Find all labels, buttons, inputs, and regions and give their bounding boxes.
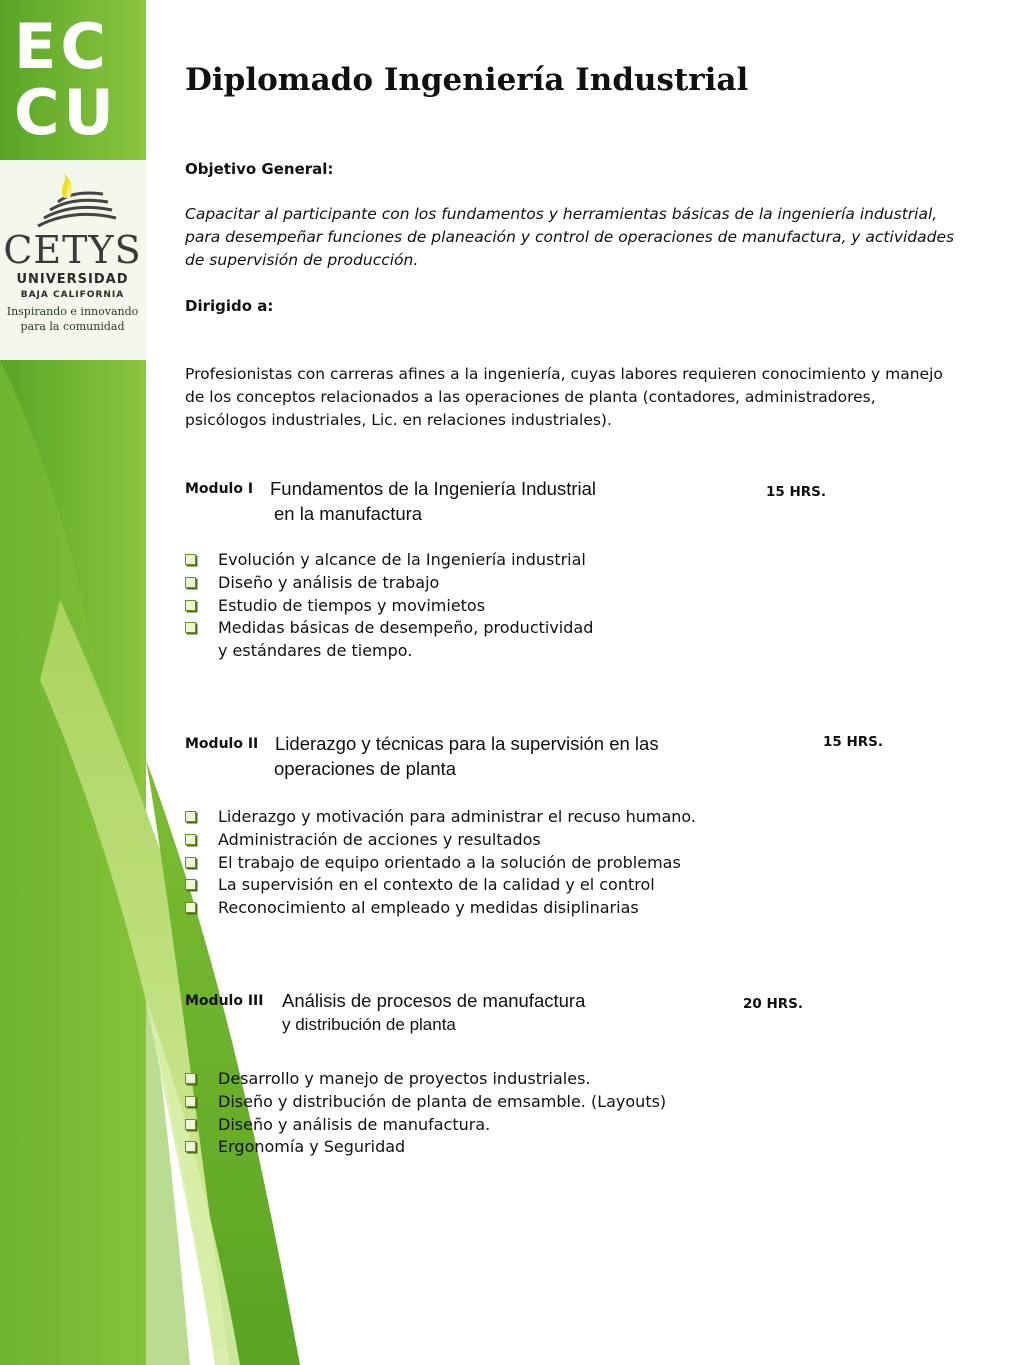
dirigido-text <box>185 363 943 432</box>
topic-text: Evolución y alcance de la Ingeniería industrial <box>218 550 586 569</box>
topic-text: Estudio de tiempos y movimietos <box>218 595 486 615</box>
list-item <box>185 1136 666 1159</box>
checkbox-bullet-icon <box>185 834 196 845</box>
module-3-topics <box>185 1068 666 1159</box>
list-item <box>185 640 593 663</box>
cetys-name: CETYS <box>3 228 142 272</box>
checkbox-bullet-icon <box>185 1096 196 1107</box>
cetys-region: BAJA CALIFORNIA <box>20 290 125 300</box>
topic-text: Diseño y distribución de planta de emsamble. (Layouts) <box>218 1091 667 1111</box>
list-item <box>185 595 593 618</box>
cetys-slogan-line: para la comunidad <box>20 320 125 333</box>
checkbox-bullet-icon <box>185 1141 196 1152</box>
list-item <box>185 874 696 897</box>
module-3-label: Modulo III <box>185 993 264 1009</box>
list-item <box>185 1068 666 1091</box>
topic-text: Liderazgo y motivación para administrar el recuso humano. <box>218 807 697 826</box>
topic-text: Diseño y análisis de manufactura. <box>218 1114 491 1134</box>
list-item <box>185 829 696 852</box>
checkbox-bullet-icon <box>185 577 196 588</box>
module-2-label: Modulo II <box>185 736 259 752</box>
module-1-label: Modulo I <box>185 481 254 497</box>
topic-text: Medidas básicas de desempeño, productividad <box>218 618 594 638</box>
checkbox-bullet-icon <box>185 902 196 913</box>
objetivo-label: Objetivo General: <box>185 160 334 178</box>
objetivo-line: de supervisión de producción. <box>185 251 419 269</box>
topic-text: Reconocimiento al empleado y medidas disiplinarias <box>218 898 639 918</box>
checkbox-bullet-icon <box>185 811 196 822</box>
topic-text: Ergonomía y Seguridad <box>218 1137 406 1157</box>
dirigido-line: Profesionistas con carreras afines a la ingeniería, cuyas labores requieren conocimiento y manejo <box>185 365 943 383</box>
topic-text: y estándares de tiempo. <box>218 641 413 661</box>
cetys-slogan <box>0 304 145 334</box>
dirigido-line: psicólogos industriales, Lic. en relaciones industriales). <box>185 411 612 429</box>
objetivo-line: para desempeñar funciones de planeación y control de operaciones de manufactura, y actividades <box>185 228 955 246</box>
checkbox-bullet-icon <box>185 600 196 611</box>
module-3-title: Análisis de procesos de manufactura <box>282 990 586 1011</box>
module-1-hours: 15 HRS. <box>766 484 827 500</box>
checkbox-bullet-icon <box>185 879 196 890</box>
module-2-subtitle: operaciones de planta <box>274 758 457 779</box>
module-1-subtitle: en la manufactura <box>274 503 423 524</box>
dirigido-line: de los conceptos relacionados a las operaciones de planta (contadores, administradores, <box>185 388 876 406</box>
list-item <box>185 1114 666 1137</box>
module-3-subtitle: y distribución de planta <box>282 1015 456 1034</box>
module-2-hours: 15 HRS. <box>823 734 884 750</box>
checkbox-bullet-icon <box>185 1073 196 1084</box>
list-item <box>185 617 593 640</box>
checkbox-bullet-icon <box>185 554 196 565</box>
checkbox-bullet-icon <box>185 1119 196 1130</box>
page-title: Diplomado Ingeniería Industrial <box>185 62 749 98</box>
list-item <box>185 806 696 829</box>
topic-text: El trabajo de equipo orientado a la solución de problemas <box>218 852 681 872</box>
cetys-slogan-line: Inspirando e innovando <box>6 305 139 318</box>
topic-text: Desarrollo y manejo de proyectos industriales. <box>218 1069 591 1088</box>
ecc-logo-bottom: CU <box>14 76 118 149</box>
topic-text: Administración de acciones y resultados <box>218 829 541 849</box>
ecc-logo <box>14 10 129 149</box>
list-item <box>185 549 593 572</box>
cetys-logo <box>0 172 145 334</box>
module-1-title: Fundamentos de la Ingeniería Industrial <box>270 478 597 499</box>
checkbox-bullet-icon <box>185 857 196 868</box>
ecc-logo-top: EC <box>14 10 110 83</box>
module-2-title: Liderazgo y técnicas para la supervisión en las <box>275 733 659 754</box>
list-item <box>185 1091 666 1114</box>
objetivo-line: Capacitar al participante con los fundamentos y herramientas básicas de la ingeniería industrial, <box>185 205 938 223</box>
objetivo-text <box>185 203 954 272</box>
cetys-university: UNIVERSIDAD <box>16 272 129 287</box>
module-3-hours: 20 HRS. <box>743 996 804 1012</box>
list-item <box>185 897 696 920</box>
dirigido-label: Dirigido a: <box>185 297 274 315</box>
list-item <box>185 852 696 875</box>
list-item <box>185 572 593 595</box>
module-1-topics <box>185 549 593 663</box>
module-2-topics <box>185 806 696 920</box>
topic-text: Diseño y análisis de trabajo <box>218 572 440 592</box>
topic-text: La supervisión en el contexto de la calidad y el control <box>218 875 655 895</box>
checkbox-bullet-icon <box>185 622 196 633</box>
cetys-torch-icon <box>28 172 118 230</box>
